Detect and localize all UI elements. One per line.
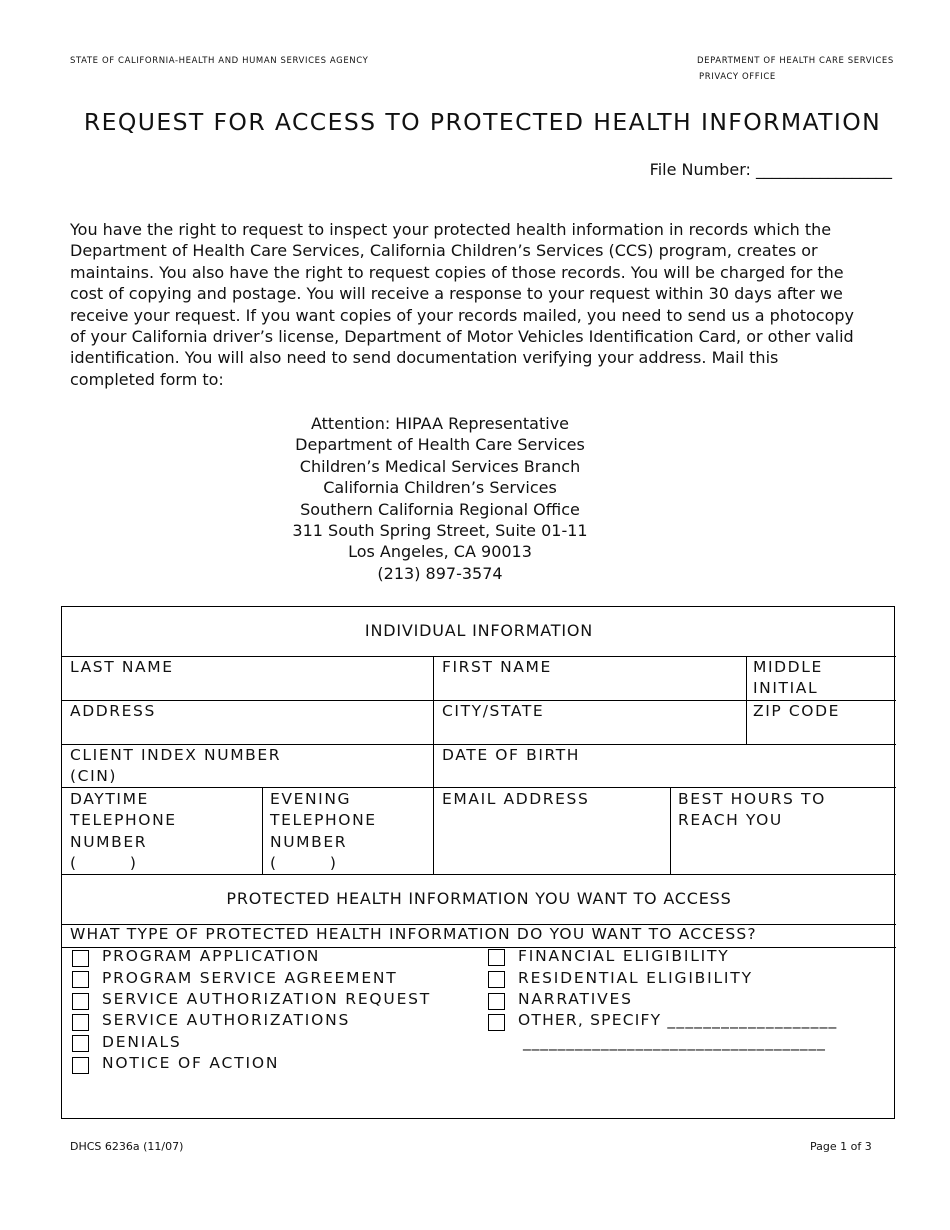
middle-initial-label: MIDDLE — [753, 658, 823, 676]
best-hours-label-2: REACH YOU — [678, 811, 783, 830]
intro-line: Department of Health Care Services, California Children’s Services (CCS) program, creates or — [70, 241, 818, 261]
date-of-birth-label: DATE OF BIRTH — [442, 746, 581, 764]
checkbox-financial-eligibility[interactable] — [488, 949, 505, 966]
agency-label: STATE OF CALIFORNIA-HEALTH AND HUMAN SERVICES AGENCY — [70, 56, 369, 66]
first-name-field[interactable] — [442, 657, 552, 678]
option-label: NOTICE OF ACTION — [102, 1054, 280, 1072]
checkbox-residential-eligibility[interactable] — [488, 971, 505, 988]
checkbox-service-authorization-request[interactable] — [72, 993, 89, 1010]
last-name-label: LAST NAME — [70, 658, 174, 676]
mailing-address — [200, 413, 680, 584]
request-form — [61, 606, 895, 1119]
option-label: SERVICE AUTHORIZATIONS — [102, 1011, 351, 1029]
best-hours-label: BEST HOURS TO — [678, 790, 826, 808]
evening-phone-label-3: NUMBER — [270, 832, 348, 851]
address-line: California Children’s Services — [323, 478, 557, 498]
intro-line: maintains. You also have the right to request copies of those records. You will be charged for the — [70, 262, 844, 282]
best-hours-field[interactable] — [678, 789, 826, 832]
file-number-label: File Number: — [649, 160, 751, 179]
daytime-phone-label: DAYTIME — [70, 790, 149, 808]
zip-code-field[interactable] — [753, 701, 840, 722]
address-label: ADDRESS — [70, 702, 156, 720]
file-number — [650, 160, 892, 179]
cin-label-2: (CIN) — [70, 767, 118, 786]
middle-initial-field[interactable] — [753, 657, 823, 700]
phi-type-question: WHAT TYPE OF PROTECTED HEALTH INFORMATION DO YOU WANT TO ACCESS? — [70, 925, 757, 943]
page-title: REQUEST FOR ACCESS TO PROTECTED HEALTH INFORMATION — [83, 108, 882, 136]
other-specify-field[interactable]: OTHER, SPECIFY ___________________ — [518, 1011, 838, 1029]
option-label: FINANCIAL ELIGIBILITY — [518, 947, 730, 965]
zip-code-label: ZIP CODE — [753, 702, 841, 720]
intro-line: identification. You will also need to send documentation verifying your address. Mail this — [70, 348, 779, 368]
option-label: SERVICE AUTHORIZATION REQUEST — [102, 990, 432, 1008]
checkbox-other-specify[interactable] — [488, 1014, 505, 1031]
option-label: PROGRAM APPLICATION — [102, 947, 321, 965]
evening-phone-label-2: TELEPHONE — [270, 811, 377, 830]
option-label: NARRATIVES — [518, 990, 633, 1008]
checkbox-notice-of-action[interactable] — [72, 1057, 89, 1074]
file-number-field[interactable]: _________________ — [756, 160, 892, 179]
cin-field[interactable] — [70, 745, 281, 788]
cin-label: CLIENT INDEX NUMBER — [70, 746, 282, 764]
address-line: Children’s Medical Services Branch — [299, 456, 581, 476]
address-line: Attention: HIPAA Representative — [310, 414, 569, 433]
privacy-office-label: PRIVACY OFFICE — [699, 72, 776, 82]
daytime-phone-label-2: TELEPHONE — [70, 811, 177, 830]
city-state-label: CITY/STATE — [442, 702, 545, 720]
middle-initial-label-2: INITIAL — [753, 679, 819, 698]
checkbox-program-application[interactable] — [72, 950, 89, 967]
intro-paragraph — [70, 219, 885, 390]
section-phi-access: PROTECTED HEALTH INFORMATION YOU WANT TO ACCESS — [226, 889, 732, 908]
email-address-field[interactable] — [442, 789, 589, 810]
evening-phone-field[interactable] — [270, 789, 377, 875]
form-id: DHCS 6236a (11/07) — [70, 1140, 184, 1153]
address-line: Los Angeles, CA 90013 — [348, 542, 532, 562]
checkbox-service-authorizations[interactable] — [72, 1014, 89, 1031]
daytime-area-code: ( ) — [70, 854, 138, 873]
daytime-phone-label-3: NUMBER — [70, 832, 148, 851]
evening-phone-label: EVENING — [270, 790, 352, 808]
intro-line: receive your request. If you want copies of your records mailed, you need to send us a photocopy — [70, 305, 855, 325]
option-label: RESIDENTIAL ELIGIBILITY — [518, 969, 753, 987]
intro-line: completed form to: — [70, 369, 224, 389]
address-line: Department of Health Care Services — [295, 435, 585, 455]
address-line: (213) 897-3574 — [377, 563, 503, 583]
checkbox-denials[interactable] — [72, 1035, 89, 1052]
option-label: DENIALS — [102, 1033, 182, 1051]
date-of-birth-field[interactable] — [442, 745, 580, 766]
address-line: Southern California Regional Office — [300, 499, 580, 519]
other-specify-line-2[interactable]: ___________________________________ — [523, 1033, 826, 1051]
email-address-label: EMAIL ADDRESS — [442, 790, 590, 808]
address-field[interactable] — [70, 701, 156, 722]
first-name-label: FIRST NAME — [442, 658, 552, 676]
address-line: 311 South Spring Street, Suite 01-11 — [292, 520, 588, 540]
option-label: PROGRAM SERVICE AGREEMENT — [102, 969, 398, 987]
checkbox-program-service-agreement[interactable] — [72, 971, 89, 988]
section-individual-information: INDIVIDUAL INFORMATION — [364, 621, 594, 640]
intro-line: of your California driver’s license, Department of Motor Vehicles Identification Card, or other valid — [70, 327, 854, 347]
page-number: Page 1 of 3 — [810, 1140, 872, 1153]
daytime-phone-field[interactable] — [70, 789, 177, 875]
department-label: DEPARTMENT OF HEALTH CARE SERVICES — [697, 56, 894, 66]
intro-line: You have the right to request to inspect your protected health information in records which the — [70, 220, 832, 239]
evening-area-code: ( ) — [270, 854, 338, 873]
last-name-field[interactable] — [70, 657, 174, 678]
checkbox-narratives[interactable] — [488, 993, 505, 1010]
intro-line: cost of copying and postage. You will receive a response to your request within 30 days after we — [70, 284, 843, 304]
city-state-field[interactable] — [442, 701, 544, 722]
